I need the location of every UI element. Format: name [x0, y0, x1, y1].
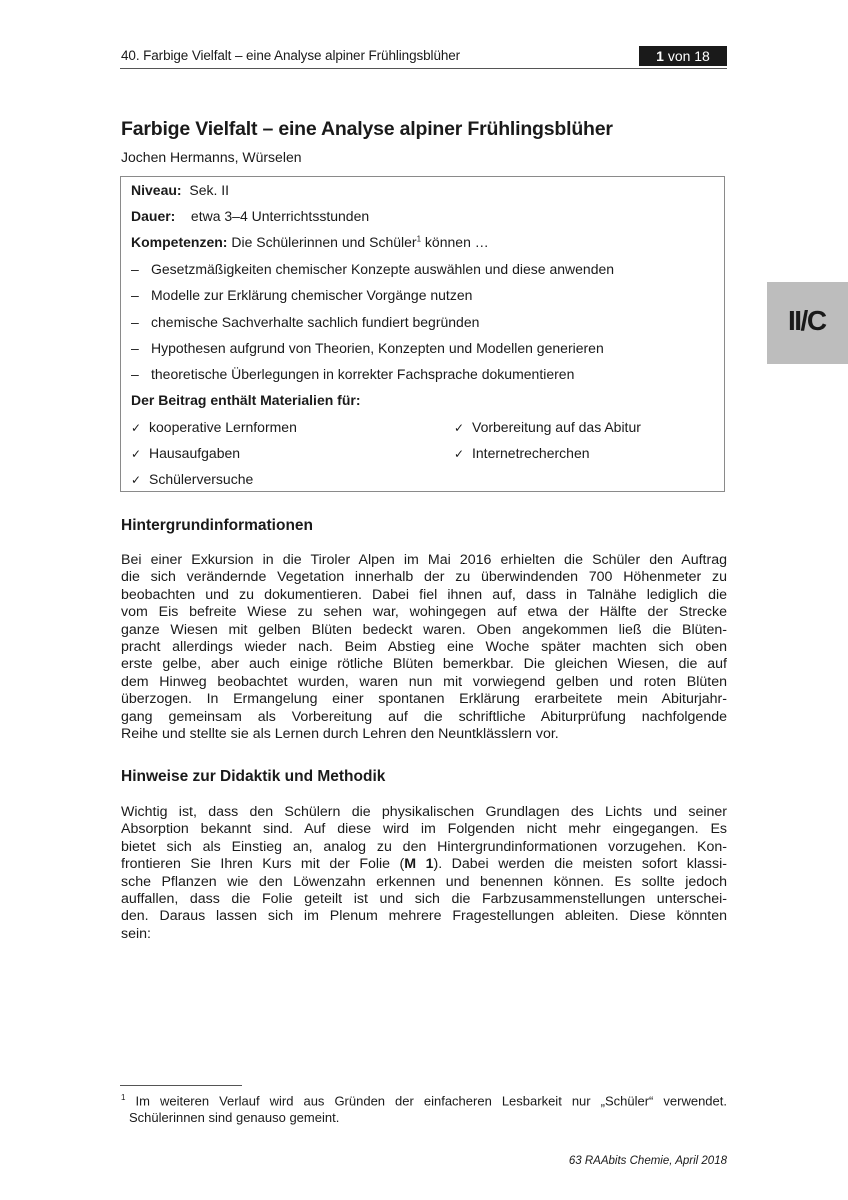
- text-line: dem Hinweg beobachtet wurden, waren nun mit vorwiegend gelben und roten Blüten: [121, 673, 727, 690]
- competency-text: chemische Sachverhalte sachlich fundiert begründen: [151, 314, 480, 330]
- materials-heading-text: Der Beitrag enthält Materialien für:: [131, 392, 361, 408]
- footnote-text: Im weiteren Verlauf wird aus Gründen der einfacheren Lesbarkeit nur „Schüler“ verwendet.: [135, 1093, 727, 1109]
- text-line: Reihe und stellte sie als Lernen durch Lehren den Neuntklässlern vor.: [121, 725, 559, 742]
- text-line: pracht allerdings wieder nach. Beim Abstieg eine Woche später machten sich oben: [121, 638, 727, 655]
- section-tab-label: II/C: [788, 305, 826, 336]
- text-line: auffallen, dass die Folie geteilt ist und sich die Farbzusammenstellungen unterschei-: [121, 890, 727, 907]
- material-reference: M 1: [404, 856, 434, 873]
- competency-text: theoretische Überlegungen in korrekter Fachsprache dokumentieren: [151, 366, 575, 382]
- footnote: [121, 1089, 727, 1126]
- footnote-line: [121, 1089, 727, 1109]
- footnote-ref: 1: [416, 234, 422, 244]
- page-current: 1: [656, 48, 664, 64]
- article-author: Jochen Hermanns, Würselen: [121, 149, 302, 165]
- text-line: bietet sich als Einstieg an, analog zu den Hintergrundinformationen vorzugehen. Kon-: [121, 838, 727, 855]
- dash-bullet-icon: –: [131, 287, 139, 303]
- dash-bullet-icon: –: [131, 366, 139, 382]
- page-number-badge: [639, 46, 727, 66]
- checkmark-icon: ✓: [131, 421, 142, 435]
- footnote-divider: [120, 1085, 242, 1086]
- running-header: [120, 46, 727, 69]
- footnote-number: 1: [121, 1093, 126, 1102]
- niveau-row: [131, 182, 229, 198]
- material-item: [131, 419, 297, 435]
- material-text: kooperative Lernformen: [149, 419, 297, 435]
- dash-bullet-icon: –: [131, 261, 139, 277]
- competency-text: Modelle zur Erklärung chemischer Vorgänge nutzen: [151, 287, 473, 303]
- material-text: Hausaufgaben: [149, 445, 241, 461]
- page-total: von 18: [667, 48, 710, 64]
- competency-text: Gesetzmäßigkeiten chemischer Konzepte auswählen und diese anwenden: [151, 261, 615, 277]
- kompetenzen-suffix: können …: [424, 234, 489, 250]
- material-item: [131, 471, 253, 487]
- text-line: gang gemeinsam als Vorbereitung auf die schriftliche Abiturprüfung nachfolgende: [121, 708, 727, 725]
- text-line: überzogen. In Ermangelung einer spontanen Erklärung erarbeitete mein Abiturjahr-: [121, 691, 727, 708]
- competency-item: [131, 314, 479, 330]
- section-heading-didaktik: Hinweise zur Didaktik und Methodik: [121, 768, 386, 785]
- kompetenzen-label: Kompetenzen:: [131, 234, 228, 250]
- niveau-value: Sek. II: [189, 182, 230, 198]
- running-title: 40. Farbige Vielfalt – eine Analyse alpiner Frühlingsblüher: [121, 48, 461, 63]
- paragraph-hintergrund: [121, 552, 727, 743]
- competency-item: [131, 340, 604, 356]
- material-item: [131, 445, 240, 461]
- materials-heading: [131, 392, 361, 408]
- text-line: ganze Wiesen mit gelben Blüten bedeckt waren. Oben angekommen ließ die Blüten-: [121, 621, 727, 638]
- competency-item: [131, 366, 574, 382]
- kompetenzen-intro: Die Schülerinnen und Schüler: [231, 234, 417, 250]
- text-line: Wichtig ist, dass den Schülern die physikalischen Grundlagen des Lichts und seiner: [121, 804, 727, 820]
- material-item: [454, 419, 641, 435]
- footnote-line: Schülerinnen sind genauso gemeint.: [129, 1110, 340, 1126]
- info-box: [120, 176, 725, 492]
- text-line: erste gelbe, aber auch einige rötliche Blüten bemerkbar. Die gleichen Wiesen, die auf: [121, 656, 727, 673]
- material-item: [454, 445, 590, 461]
- checkmark-icon: ✓: [454, 421, 465, 435]
- text-line: Bei einer Exkursion in die Tiroler Alpen im Mai 2016 erhielten die Schüler den Auftrag: [121, 552, 727, 568]
- checkmark-icon: ✓: [131, 473, 142, 487]
- text-line: Absorption bekannt sind. Auf diese wird im Folgenden nicht mehr eingegangen. Es: [121, 821, 727, 838]
- paragraph-didaktik: [121, 804, 727, 943]
- text-line: die sich verändernde Vegetation innerhalb der zu überwindenden 700 Höhenmeter zu: [121, 569, 727, 586]
- competency-item: [131, 261, 614, 277]
- material-text: Internetrecherchen: [472, 445, 590, 461]
- publication-footer: 63 RAAbits Chemie, April 2018: [568, 1155, 727, 1167]
- text-line: beobachten und zu dokumentieren. Dabei fiel ihnen auf, dass in Talnähe lediglich die: [121, 586, 727, 603]
- dauer-label: Dauer:: [131, 208, 176, 224]
- text-line: den. Daraus lassen sich im Plenum mehrere Fragestellungen ableiten. Diese könnten: [121, 908, 727, 925]
- checkmark-icon: ✓: [454, 447, 465, 461]
- text-fragment: frontieren Sie Ihren Kurs mit der Folie (: [121, 856, 405, 873]
- dauer-row: [131, 208, 369, 224]
- text-line: sein:: [121, 925, 151, 942]
- checkmark-icon: ✓: [131, 447, 142, 461]
- dauer-value: etwa 3–4 Unterrichtsstunden: [190, 208, 370, 224]
- article-title: Farbige Vielfalt – eine Analyse alpiner Frühlingsblüher: [121, 118, 613, 140]
- material-text: Schülerversuche: [149, 471, 254, 487]
- dash-bullet-icon: –: [131, 340, 139, 356]
- text-fragment: ). Dabei werden die meisten sofort klassi-: [433, 856, 727, 873]
- competency-text: Hypothesen aufgrund von Theorien, Konzepten und Modellen generieren: [151, 340, 604, 356]
- kompetenzen-row: [131, 234, 489, 250]
- section-heading-hintergrund: Hintergrundinformationen: [121, 517, 314, 534]
- niveau-label: Niveau:: [131, 182, 182, 198]
- dash-bullet-icon: –: [131, 314, 139, 330]
- text-line: vom Eis befreite Wiese zu sehen war, wohingegen auf etwa der Hälfte der Strecke: [121, 604, 727, 621]
- text-line: sche Pflanzen wie den Löwenzahn erkennen und benennen können. Es sollte jedoch: [121, 873, 727, 890]
- text-line-with-ref: [121, 856, 727, 873]
- section-tab: [767, 282, 848, 364]
- material-text: Vorbereitung auf das Abitur: [472, 419, 641, 435]
- competency-item: [131, 287, 472, 303]
